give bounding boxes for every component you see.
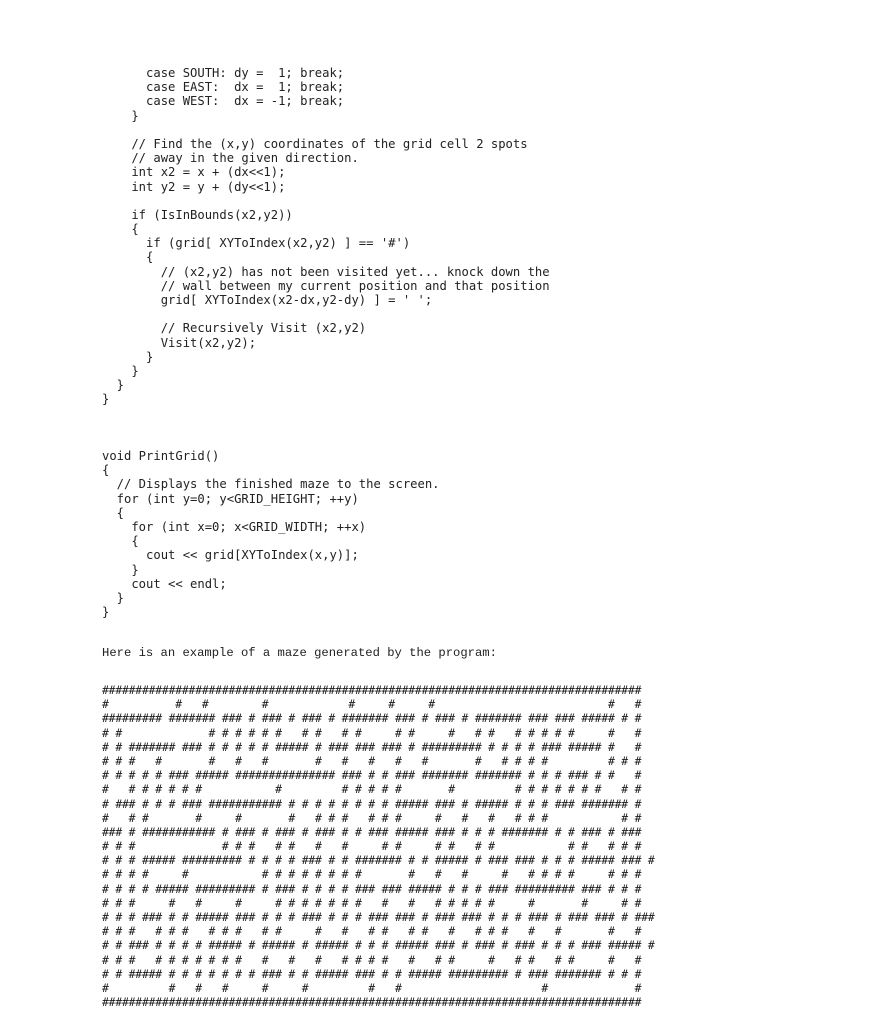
code-line: } [102,392,110,407]
code-line: // Find the (x,y) coordinates of the grid cell 2 spots [102,136,528,151]
maze-row: # # # # ##### ######### # ### # # # # ### ### ##### # # # ### ######### ### # # # [102,881,642,896]
code-line: case EAST: dx = 1; break; [102,80,345,95]
code-line: // Displays the finished maze to the screen. [102,477,440,492]
code-line [102,421,550,435]
code-line: // Recursively Visit (x2,y2) [102,321,367,336]
maze-row: # # # # # # # # # # [102,980,642,995]
maze-row: # ### # # # ### ########### # # # # # # # # ##### ### # ##### # # # ### ####### # [102,796,642,811]
code-line: } [102,349,154,364]
code-line: Visit(x2,y2); [102,335,257,350]
maze-intro-text: Here is an example of a maze generated by the program: [102,646,497,660]
code-line [102,194,550,208]
code-line: } [102,363,139,378]
code-line: // away in the given direction. [102,151,359,166]
code-line: } [102,590,125,605]
code-line: case WEST: dx = -1; break; [102,94,345,109]
maze-row: # # # ##### ######### # # # # ### # # ####### # # ##### # ### ### # # # ##### ### # [102,853,655,868]
maze-row: # # # # # # # # # # # # # # # # # # # # # # # # [102,725,642,740]
code-line: int y2 = y + (dy<<1); [102,179,286,194]
code-line: { [102,222,139,237]
code-line: // (x2,y2) has not been visited yet... knock down the [102,264,550,279]
code-line [102,307,550,321]
code-listing [102,66,550,619]
code-line [102,123,550,137]
maze-row: # # ##### # # # # # # # ### # # ##### ### # # ##### ######### # ### ####### # # # [102,966,642,981]
maze-row: ################################################################################# [102,683,642,697]
code-line: void PrintGrid() [102,449,220,464]
maze-row: # # # # # # # # # # # # # # # # # # # # # # # # [102,867,642,882]
maze-row: # # # ### # # ##### ### # # # ### # # # ### ### # ### ### # # # ### # ### ### # ### [102,910,655,924]
maze-row: # # # # # # # # # # # # # # # # # # # # # # # # [102,895,642,910]
code-line: } [102,562,139,577]
code-line: int x2 = x + (dx<<1); [102,165,286,180]
code-line: for (int y=0; y<GRID_HEIGHT; ++y) [102,491,359,506]
maze-row: # # ### # # # # ##### # ##### # ##### # # # ##### ### # ### # ### # # # ### ##### # [102,938,655,953]
maze-row: # # # # # ### ##### ############### ### # # ### ####### ####### # # # ### # # # [102,768,642,783]
code-line: } [102,108,139,123]
maze-row: # # # # # # # # # # # # # # # # # # # # [102,753,642,768]
maze-row: # # # # # # # # # # # # # # # # # # # # # [102,839,642,854]
maze-row: ################################################################################# [102,995,642,1010]
maze-row: ### # ########### # ### # ### # ### # # ### ##### ### # # # ####### # # ### # ### [102,824,642,839]
code-line [102,407,550,421]
code-line: for (int x=0; x<GRID_WIDTH; ++x) [102,520,367,534]
maze-row: # # # # # # # # # # # # # # # # # # # # # # # [102,782,642,797]
code-line: { [102,534,139,549]
maze-row: # # # # # # # # # [102,697,642,712]
code-line: { [102,250,154,265]
code-line: if (grid[ XYToIndex(x2,y2) ] == '#') [102,236,411,251]
maze-row: # # # # # # # # # # # # # # # # # # # # # # # # # [102,924,642,939]
code-line: grid[ XYToIndex(x2-dx,y2-dy) ] = ' '; [102,293,433,307]
code-line [102,435,550,449]
code-line: { [102,505,125,520]
maze-output [102,683,655,1009]
code-line: cout << grid[XYToIndex(x,y)]; [102,548,359,563]
code-line: } [102,378,125,393]
code-line: if (IsInBounds(x2,y2)) [102,207,293,222]
maze-row: # # ####### ### # # # # # ##### # ### ### ### # ######### # # # # ### ##### # # [102,739,642,754]
maze-row: # # # # # # # # # # # # # # # # # # # # [102,810,642,825]
code-line: case SOUTH: dy = 1; break; [102,66,345,80]
code-line: // wall between my current position and that position [102,278,550,293]
code-line: cout << endl; [102,576,227,591]
maze-row: ######### ####### ### # ### # ### # ####### ### # ### # ####### ### ### ##### # # [102,711,642,726]
code-line: { [102,463,110,478]
maze-row: # # # # # # # # # # # # # # # # # # # # # # # # # # # [102,952,642,967]
code-line: } [102,605,110,620]
